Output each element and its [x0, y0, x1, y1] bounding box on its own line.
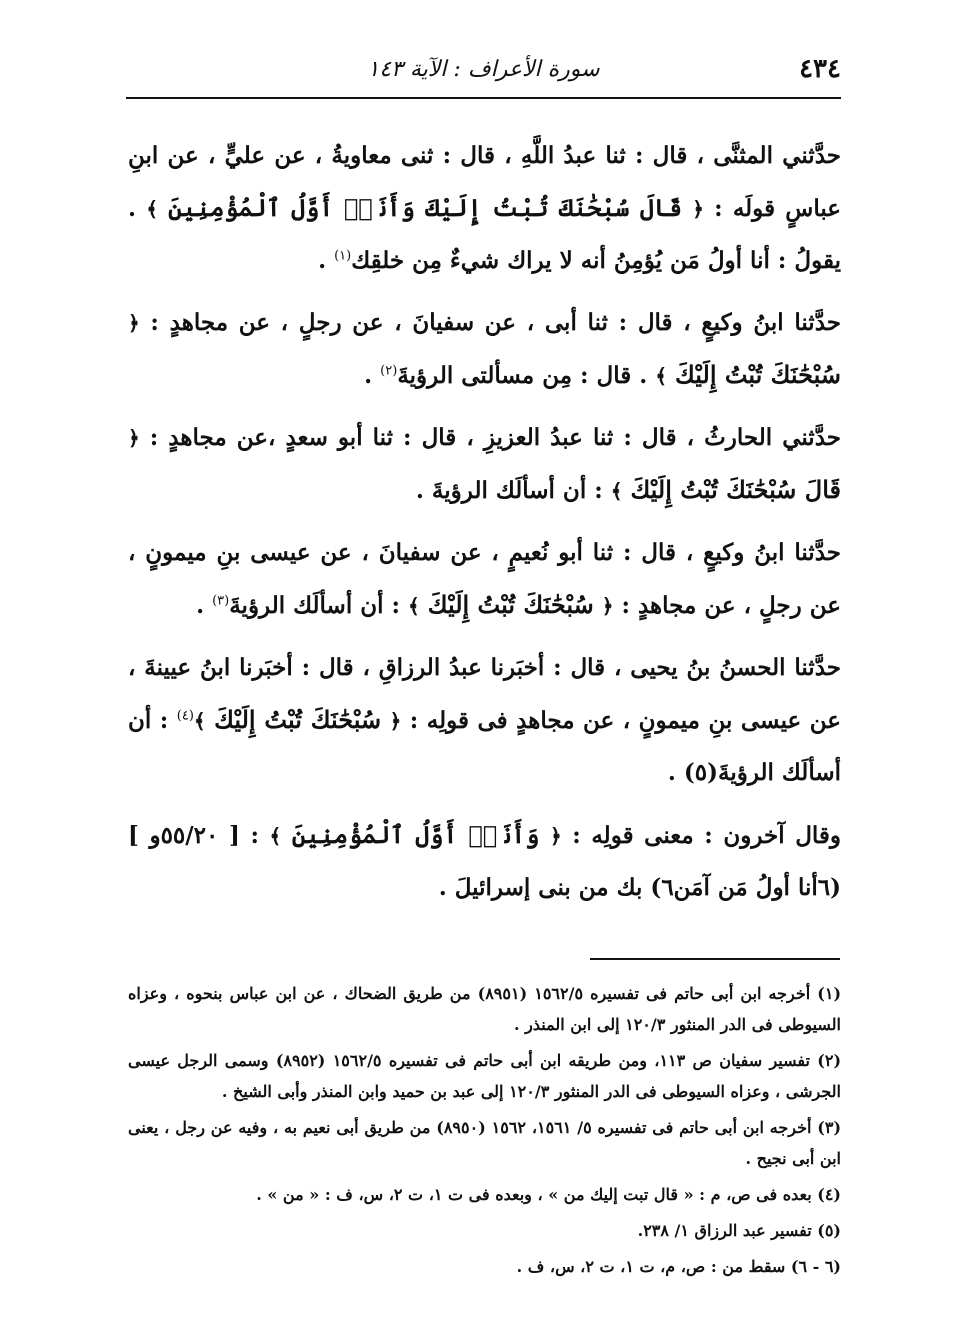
- paragraph-text: المثنَّى ، قال : ثنا عبدُ اللَّهِ ، قال : ثنى معاويةُ ، عن عليٍّ ، عن ابنِ عباسٍ قولَه :: [128, 142, 841, 222]
- paragraph-5: [128, 642, 841, 799]
- paragraph-text: الحارثُ ، قال : ثنا عبدُ العزيزِ ، قال : ثنا أبو سعدٍ ،عن مجاهدٍ :: [139, 424, 783, 451]
- paragraph-lead: حدَّثني: [782, 142, 841, 169]
- quran-bracket-close: ﴾: [610, 479, 623, 503]
- quran-bracket-open: ﴿: [128, 311, 140, 335]
- paragraph-2: [128, 297, 841, 402]
- footnote-1: (١) أخرجه ابن أبى حاتم فى تفسيره ١٥٦٢/٥ (٨٩٥١) من طريق الضحاك ، عن ابن عباس بنحوه ، وعزاه السيوطى فى الدر المنثور ١٢٠/٣ إلى ابن المنذر .: [128, 984, 842, 1034]
- quran-verse: سُبْحَٰنَكَ تُبْتُ إِلَيْكَ: [214, 705, 382, 734]
- quran-bracket-open: ﴿: [601, 594, 614, 618]
- quran-verse: قَالَ سُبْحَٰنَكَ تُبْتُ إِلَيْكَ: [630, 475, 841, 504]
- paragraph-lead: وقال آخرون :: [704, 822, 842, 849]
- paragraph-lead: حدَّثنا: [794, 539, 841, 566]
- paragraph-lead: حدَّثنا: [794, 654, 841, 681]
- footnote-ref: (٤): [176, 708, 194, 724]
- footnote-rule: [590, 958, 840, 960]
- quran-bracket-close: ﴾: [146, 197, 158, 221]
- page-header: [126, 44, 841, 94]
- quran-verse: سُبْحَٰنَكَ تُبْتُ إِلَيْكَ: [675, 360, 841, 389]
- paragraph-6: [128, 809, 841, 914]
- quran-bracket-close: ﴾: [655, 364, 668, 388]
- paragraph-text: معنى قولِه :: [561, 822, 705, 849]
- quran-verse: سُبْحَٰنَكَ تُبْتُ إِلَيْكَ: [427, 590, 594, 619]
- paragraph-4: [128, 527, 841, 632]
- footnotes: [128, 978, 841, 1287]
- paragraph-text: . قال : مِن مسألتى الرؤيةَ: [397, 362, 656, 389]
- quran-verse: قَالَ سُبْحَٰنَكَ تُبْتُ إِلَيْكَ وَأَنَا۠ أَوَّلُ ٱلْمُؤْمِنِينَ: [168, 193, 683, 222]
- quran-verse: وَأَنَا۠ أَوَّلُ ٱلْمُؤْمِنِينَ: [291, 820, 540, 849]
- running-title: سورة الأعراف : الآية ١٤٣: [367, 57, 600, 82]
- quran-bracket-open: ﴿: [128, 426, 140, 450]
- paragraph-end: .: [318, 247, 335, 274]
- paragraph-end: : أن أسألَك الرؤيةَ(٥) .: [128, 707, 841, 786]
- quran-bracket-close: ﴾: [269, 824, 282, 848]
- paragraph-text: : أن أسألَك الرؤيةَ .: [415, 477, 611, 504]
- quran-bracket-open: ﴿: [549, 824, 562, 848]
- paragraph-lead: حدَّثني: [782, 424, 841, 451]
- footnote-3: (٣) أخرجه ابن أبى حاتم فى تفسيره ٥/ ١٥٦١، ١٥٦٢ (٨٩٥٠) من طريق أبى نعيم به ، وفيه عن رجل ، يعنى ابن أبى نجيح .: [128, 1118, 842, 1168]
- paragraph-3: [128, 412, 841, 517]
- footnote-6: (٦ - ٦) سقط من : ص، م، ت ١، ت ٢، س، ف .: [516, 1257, 841, 1276]
- paragraph-lead: حدَّثنا: [794, 309, 841, 336]
- quran-bracket-close: ﴾: [193, 709, 206, 733]
- quran-bracket-open: ﴿: [389, 709, 402, 733]
- paragraph-text: ابنُ وكيعٍ ، قال : ثنا أبى ، عن سفيانَ ، عن رجلٍ ، عن مجاهدٍ :: [139, 309, 795, 336]
- paragraph-text: . يقولُ : أنا أولُ مَن يُؤمِنُ أنه لا يراك شيءٌ مِن خلقِك: [128, 195, 841, 274]
- paragraph-end: .: [196, 592, 213, 619]
- paragraph-1: [128, 130, 841, 287]
- quran-bracket-close: ﴾: [408, 594, 420, 618]
- paragraph-text: : [ ٥٥/٢٠و ] (٦أنا أولُ مَن آمَن٦) بك من بنى إسرائيلَ .: [128, 822, 841, 901]
- paragraph-text: الحسنُ بنُ يحيى ، قال : أخبَرنا عبدُ الرزاقِ ، قال : أخبَرنا ابنُ عيينةَ ، عن عيسى بنِ ميمونٍ ، عن مجاهدٍ فى قولِه :: [128, 654, 841, 734]
- page-number: ٤٣٤: [799, 54, 841, 84]
- header-rule: [126, 97, 841, 99]
- quran-bracket-open: ﴿: [692, 197, 704, 221]
- paragraph-text: : أن أسألَك الرؤيةَ: [229, 592, 409, 619]
- main-text: [128, 130, 841, 924]
- paragraph-text: ابنُ وكيعٍ ، قال : ثنا أبو نُعيمٍ ، عن سفيانَ ، عن عيسى بنِ ميمونٍ ، عن رجلٍ ، عن مجاهدٍ :: [128, 539, 841, 619]
- footnote-2: (٢) تفسير سفيان ص ١١٣، ومن طريقه ابن أبى حاتم فى تفسيره ١٥٦٢/٥ (٨٩٥٢) وسمى الرجل عيسى الجرشى ، وعزاه السيوطى فى الدر المنثور ١٢٠/٣ إلى عبد بن حميد وابن المنذر وأبى الشيخ .: [128, 1051, 842, 1101]
- footnote-ref: (٣): [212, 593, 230, 609]
- footnote-4: (٤) بعده فى ص، م : « قال تبت إليك من » ، وبعده فى ت ١، ت ٢، س، ف : « من » .: [256, 1185, 841, 1204]
- footnote-ref: (١): [334, 248, 352, 264]
- footnote-5: (٥) تفسير عبد الرزاق ١/ ٢٣٨.: [637, 1221, 841, 1240]
- paragraph-end: .: [364, 362, 381, 389]
- footnote-ref: (٢): [380, 363, 398, 379]
